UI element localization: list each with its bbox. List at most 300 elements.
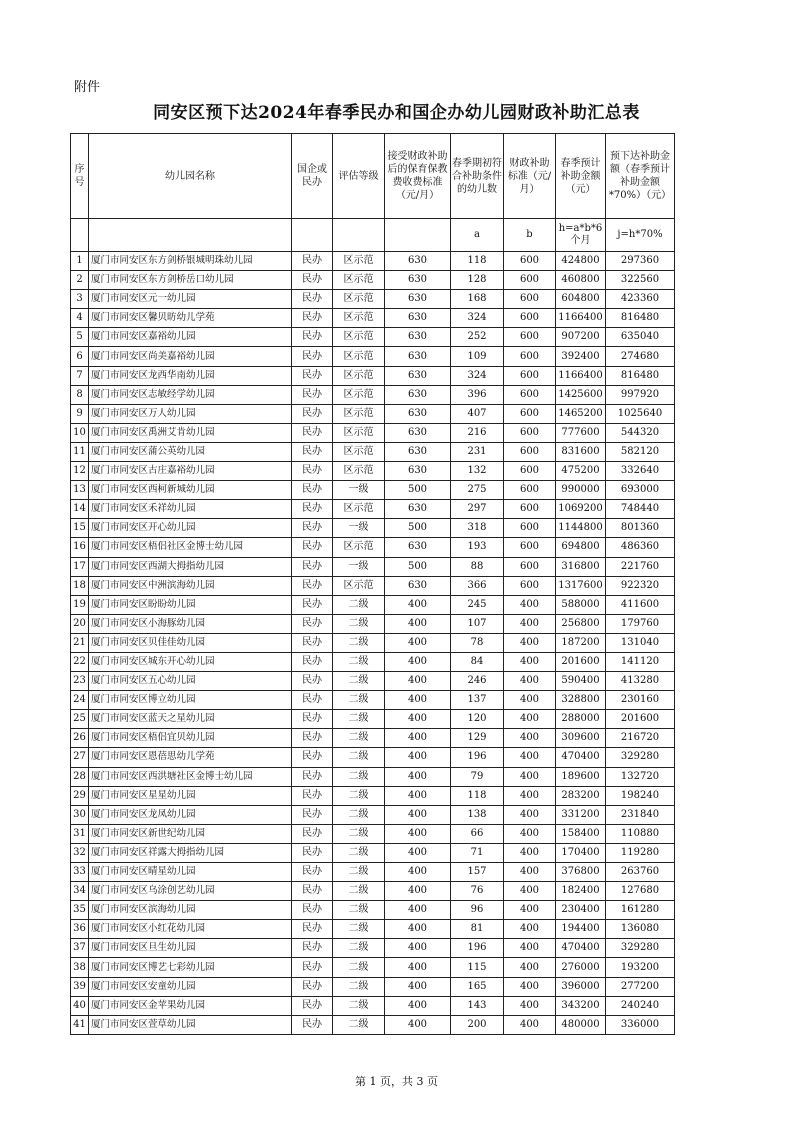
cell-name: 厦门市同安区开心幼儿园 <box>89 519 292 538</box>
cell-type: 民办 <box>292 843 333 862</box>
cell-grade: 区示范 <box>333 328 385 347</box>
col-header-grade: 评估等级 <box>333 134 385 219</box>
table-row <box>71 442 675 461</box>
cell-type: 民办 <box>292 748 333 767</box>
cell-estimate: 475200 <box>556 462 606 481</box>
cell-standard: 400 <box>504 672 556 691</box>
cell-fee: 400 <box>385 595 451 614</box>
cell-estimate: 831600 <box>556 442 606 461</box>
cell-estimate: 590400 <box>556 672 606 691</box>
formula-standard: b <box>504 219 556 252</box>
cell-name: 厦门市同安区尚美嘉裕幼儿园 <box>89 347 292 366</box>
cell-issued: 423360 <box>606 290 675 309</box>
col-header-name: 幼儿园名称 <box>89 134 292 219</box>
cell-count: 216 <box>451 423 504 442</box>
cell-name: 厦门市同安区西柯新城幼儿园 <box>89 481 292 500</box>
cell-issued: 329280 <box>606 748 675 767</box>
cell-issued: 1025640 <box>606 404 675 423</box>
cell-fee: 400 <box>385 1015 451 1034</box>
cell-fee: 400 <box>385 748 451 767</box>
cell-type: 民办 <box>292 519 333 538</box>
cell-type: 民办 <box>292 462 333 481</box>
cell-no: 24 <box>71 691 89 710</box>
cell-grade: 区示范 <box>333 462 385 481</box>
table-row <box>71 519 675 538</box>
cell-fee: 400 <box>385 805 451 824</box>
cell-standard: 400 <box>504 652 556 671</box>
cell-type: 民办 <box>292 633 333 652</box>
page-title: 同安区预下达2024年春季民办和国企办幼儿园财政补助汇总表 <box>153 103 640 123</box>
cell-type: 民办 <box>292 347 333 366</box>
cell-fee: 500 <box>385 557 451 576</box>
table-row <box>71 595 675 614</box>
table-row <box>71 385 675 404</box>
cell-grade: 区示范 <box>333 500 385 519</box>
cell-standard: 400 <box>504 939 556 958</box>
cell-fee: 400 <box>385 863 451 882</box>
cell-type: 民办 <box>292 824 333 843</box>
cell-fee: 400 <box>385 633 451 652</box>
table-row <box>71 557 675 576</box>
cell-fee: 400 <box>385 614 451 633</box>
cell-count: 396 <box>451 385 504 404</box>
cell-name: 厦门市同安区贝佳佳幼儿园 <box>89 633 292 652</box>
cell-no: 22 <box>71 652 89 671</box>
table-row <box>71 710 675 729</box>
cell-estimate: 182400 <box>556 882 606 901</box>
cell-standard: 600 <box>504 423 556 442</box>
cell-issued: 801360 <box>606 519 675 538</box>
cell-name: 厦门市同安区小红花幼儿园 <box>89 920 292 939</box>
cell-count: 132 <box>451 462 504 481</box>
cell-estimate: 201600 <box>556 652 606 671</box>
cell-issued: 693000 <box>606 481 675 500</box>
cell-name: 厦门市同安区安童幼儿园 <box>89 977 292 996</box>
cell-no: 29 <box>71 786 89 805</box>
cell-name: 厦门市同安区嘉裕幼儿园 <box>89 328 292 347</box>
cell-no: 33 <box>71 863 89 882</box>
cell-name: 厦门市同安区星星幼儿园 <box>89 786 292 805</box>
table-row <box>71 366 675 385</box>
cell-name: 厦门市同安区晴星幼儿园 <box>89 863 292 882</box>
cell-standard: 400 <box>504 882 556 901</box>
cell-estimate: 170400 <box>556 843 606 862</box>
cell-issued: 635040 <box>606 328 675 347</box>
cell-standard: 400 <box>504 920 556 939</box>
cell-grade: 一级 <box>333 557 385 576</box>
cell-estimate: 328800 <box>556 691 606 710</box>
cell-no: 26 <box>71 729 89 748</box>
cell-count: 157 <box>451 863 504 882</box>
formula-cell-empty <box>292 219 333 252</box>
cell-fee: 400 <box>385 882 451 901</box>
cell-standard: 600 <box>504 519 556 538</box>
cell-name: 厦门市同安区新世纪幼儿园 <box>89 824 292 843</box>
cell-no: 25 <box>71 710 89 729</box>
cell-fee: 400 <box>385 710 451 729</box>
cell-name: 厦门市同安区禹洲艾肯幼儿园 <box>89 423 292 442</box>
table-row <box>71 481 675 500</box>
cell-estimate: 331200 <box>556 805 606 824</box>
formula-issued: j=h*70% <box>606 219 675 252</box>
cell-type: 民办 <box>292 767 333 786</box>
cell-count: 165 <box>451 977 504 996</box>
cell-estimate: 392400 <box>556 347 606 366</box>
cell-type: 民办 <box>292 786 333 805</box>
cell-issued: 274680 <box>606 347 675 366</box>
cell-grade: 区示范 <box>333 347 385 366</box>
cell-name: 厦门市同安区禾祥幼儿园 <box>89 500 292 519</box>
cell-count: 138 <box>451 805 504 824</box>
table-row <box>71 958 675 977</box>
cell-type: 民办 <box>292 652 333 671</box>
cell-type: 民办 <box>292 252 333 271</box>
table-row <box>71 729 675 748</box>
cell-grade: 二级 <box>333 920 385 939</box>
cell-grade: 二级 <box>333 996 385 1015</box>
cell-issued: 221760 <box>606 557 675 576</box>
cell-issued: 816480 <box>606 309 675 328</box>
table-row <box>71 271 675 290</box>
cell-count: 407 <box>451 404 504 423</box>
cell-grade: 区示范 <box>333 538 385 557</box>
cell-fee: 630 <box>385 500 451 519</box>
cell-grade: 二级 <box>333 710 385 729</box>
cell-issued: 141120 <box>606 652 675 671</box>
cell-name: 厦门市同安区小海豚幼儿园 <box>89 614 292 633</box>
cell-type: 民办 <box>292 729 333 748</box>
cell-count: 66 <box>451 824 504 843</box>
cell-fee: 630 <box>385 347 451 366</box>
col-header-standard: 财政补助标准（元/月） <box>504 134 556 219</box>
cell-no: 28 <box>71 767 89 786</box>
cell-count: 324 <box>451 309 504 328</box>
cell-fee: 400 <box>385 843 451 862</box>
col-header-type: 国企或民办 <box>292 134 333 219</box>
cell-type: 民办 <box>292 500 333 519</box>
cell-standard: 400 <box>504 977 556 996</box>
cell-name: 厦门市同安区西洪塘社区金博士幼儿园 <box>89 767 292 786</box>
cell-no: 41 <box>71 1015 89 1034</box>
cell-fee: 400 <box>385 767 451 786</box>
page-footer: 第 1 页，共 3 页 <box>355 1075 438 1088</box>
table-body <box>71 252 675 1035</box>
cell-name: 厦门市同安区祥露大拇指幼儿园 <box>89 843 292 862</box>
cell-count: 107 <box>451 614 504 633</box>
cell-standard: 400 <box>504 843 556 862</box>
cell-fee: 630 <box>385 252 451 271</box>
cell-count: 196 <box>451 748 504 767</box>
cell-estimate: 230400 <box>556 901 606 920</box>
table-row <box>71 805 675 824</box>
cell-fee: 630 <box>385 271 451 290</box>
cell-grade: 区示范 <box>333 290 385 309</box>
formula-cell-empty <box>89 219 292 252</box>
cell-grade: 二级 <box>333 901 385 920</box>
cell-count: 71 <box>451 843 504 862</box>
cell-count: 246 <box>451 672 504 691</box>
cell-count: 245 <box>451 595 504 614</box>
cell-standard: 600 <box>504 557 556 576</box>
table-row <box>71 633 675 652</box>
cell-no: 8 <box>71 385 89 404</box>
table-row <box>71 290 675 309</box>
cell-grade: 区示范 <box>333 385 385 404</box>
cell-no: 18 <box>71 576 89 595</box>
cell-standard: 600 <box>504 290 556 309</box>
cell-no: 23 <box>71 672 89 691</box>
table-row <box>71 500 675 519</box>
cell-no: 10 <box>71 423 89 442</box>
table-row <box>71 882 675 901</box>
cell-name: 厦门市同安区蓝天之星幼儿园 <box>89 710 292 729</box>
cell-estimate: 1317600 <box>556 576 606 595</box>
cell-estimate: 396000 <box>556 977 606 996</box>
cell-standard: 600 <box>504 347 556 366</box>
cell-standard: 400 <box>504 805 556 824</box>
cell-standard: 400 <box>504 863 556 882</box>
table-row <box>71 462 675 481</box>
cell-estimate: 288000 <box>556 710 606 729</box>
cell-issued: 216720 <box>606 729 675 748</box>
cell-fee: 630 <box>385 404 451 423</box>
cell-type: 民办 <box>292 939 333 958</box>
table-row <box>71 347 675 366</box>
cell-issued: 816480 <box>606 366 675 385</box>
cell-type: 民办 <box>292 385 333 404</box>
cell-fee: 630 <box>385 309 451 328</box>
cell-standard: 400 <box>504 901 556 920</box>
cell-issued: 201600 <box>606 710 675 729</box>
cell-grade: 区示范 <box>333 423 385 442</box>
cell-type: 民办 <box>292 901 333 920</box>
cell-name: 厦门市同安区博立幼儿园 <box>89 691 292 710</box>
cell-grade: 二级 <box>333 691 385 710</box>
cell-estimate: 1465200 <box>556 404 606 423</box>
cell-grade: 二级 <box>333 882 385 901</box>
cell-no: 15 <box>71 519 89 538</box>
cell-name: 厦门市同安区五心幼儿园 <box>89 672 292 691</box>
table-row <box>71 939 675 958</box>
cell-standard: 600 <box>504 328 556 347</box>
cell-type: 民办 <box>292 691 333 710</box>
cell-count: 96 <box>451 901 504 920</box>
cell-no: 30 <box>71 805 89 824</box>
cell-type: 民办 <box>292 481 333 500</box>
table-row <box>71 423 675 442</box>
formula-estimate: h=a*b*6个月 <box>556 219 606 252</box>
cell-type: 民办 <box>292 404 333 423</box>
cell-count: 78 <box>451 633 504 652</box>
cell-name: 厦门市同安区金苹果幼儿园 <box>89 996 292 1015</box>
cell-type: 民办 <box>292 309 333 328</box>
cell-fee: 400 <box>385 996 451 1015</box>
cell-type: 民办 <box>292 271 333 290</box>
cell-count: 231 <box>451 442 504 461</box>
cell-issued: 329280 <box>606 939 675 958</box>
cell-no: 34 <box>71 882 89 901</box>
cell-estimate: 283200 <box>556 786 606 805</box>
header-row <box>71 134 675 219</box>
cell-fee: 400 <box>385 691 451 710</box>
col-header-no: 序号 <box>71 134 89 219</box>
cell-no: 19 <box>71 595 89 614</box>
cell-fee: 400 <box>385 920 451 939</box>
cell-count: 193 <box>451 538 504 557</box>
cell-standard: 400 <box>504 710 556 729</box>
cell-type: 民办 <box>292 614 333 633</box>
cell-name: 厦门市同安区萱草幼儿园 <box>89 1015 292 1034</box>
cell-fee: 400 <box>385 786 451 805</box>
cell-estimate: 694800 <box>556 538 606 557</box>
cell-grade: 区示范 <box>333 576 385 595</box>
cell-estimate: 1166400 <box>556 309 606 328</box>
cell-count: 196 <box>451 939 504 958</box>
cell-standard: 600 <box>504 252 556 271</box>
cell-no: 35 <box>71 901 89 920</box>
cell-issued: 119280 <box>606 843 675 862</box>
col-header-estimate: 春季预计补助金额（元） <box>556 134 606 219</box>
cell-no: 13 <box>71 481 89 500</box>
cell-name: 厦门市同安区龙西华南幼儿园 <box>89 366 292 385</box>
cell-name: 厦门市同安区城东开心幼儿园 <box>89 652 292 671</box>
cell-name: 厦门市同安区乌涂创艺幼儿园 <box>89 882 292 901</box>
cell-no: 36 <box>71 920 89 939</box>
cell-name: 厦门市同安区旦生幼儿园 <box>89 939 292 958</box>
cell-standard: 400 <box>504 786 556 805</box>
cell-estimate: 460800 <box>556 271 606 290</box>
cell-estimate: 777600 <box>556 423 606 442</box>
cell-standard: 400 <box>504 958 556 977</box>
table-row <box>71 863 675 882</box>
cell-count: 324 <box>451 366 504 385</box>
cell-count: 200 <box>451 1015 504 1034</box>
cell-fee: 400 <box>385 977 451 996</box>
cell-name: 厦门市同安区志敏经学幼儿园 <box>89 385 292 404</box>
cell-estimate: 588000 <box>556 595 606 614</box>
cell-standard: 600 <box>504 462 556 481</box>
cell-type: 民办 <box>292 290 333 309</box>
table-row <box>71 748 675 767</box>
cell-standard: 600 <box>504 481 556 500</box>
cell-standard: 600 <box>504 309 556 328</box>
cell-no: 6 <box>71 347 89 366</box>
cell-no: 39 <box>71 977 89 996</box>
table-row <box>71 614 675 633</box>
cell-estimate: 316800 <box>556 557 606 576</box>
cell-issued: 136080 <box>606 920 675 939</box>
table-row <box>71 920 675 939</box>
col-header-fee: 接受财政补助后的保育保教费收费标准（元/月） <box>385 134 451 219</box>
cell-grade: 二级 <box>333 786 385 805</box>
cell-type: 民办 <box>292 595 333 614</box>
cell-name: 厦门市同安区古庄嘉裕幼儿园 <box>89 462 292 481</box>
cell-count: 143 <box>451 996 504 1015</box>
cell-no: 20 <box>71 614 89 633</box>
cell-type: 民办 <box>292 672 333 691</box>
cell-standard: 600 <box>504 271 556 290</box>
cell-no: 14 <box>71 500 89 519</box>
cell-no: 7 <box>71 366 89 385</box>
cell-standard: 600 <box>504 404 556 423</box>
table-row <box>71 996 675 1015</box>
cell-fee: 630 <box>385 385 451 404</box>
cell-no: 12 <box>71 462 89 481</box>
table-row <box>71 576 675 595</box>
cell-grade: 二级 <box>333 672 385 691</box>
cell-count: 88 <box>451 557 504 576</box>
cell-issued: 110880 <box>606 824 675 843</box>
cell-name: 厦门市同安区万人幼儿园 <box>89 404 292 423</box>
cell-name: 厦门市同安区龙凤幼儿园 <box>89 805 292 824</box>
cell-grade: 区示范 <box>333 271 385 290</box>
cell-no: 31 <box>71 824 89 843</box>
cell-type: 民办 <box>292 920 333 939</box>
cell-no: 37 <box>71 939 89 958</box>
cell-count: 115 <box>451 958 504 977</box>
cell-grade: 区示范 <box>333 366 385 385</box>
cell-name: 厦门市同安区梧侣社区金博士幼儿园 <box>89 538 292 557</box>
cell-fee: 630 <box>385 442 451 461</box>
cell-no: 40 <box>71 996 89 1015</box>
cell-issued: 997920 <box>606 385 675 404</box>
cell-issued: 240240 <box>606 996 675 1015</box>
cell-type: 民办 <box>292 996 333 1015</box>
cell-fee: 630 <box>385 462 451 481</box>
cell-count: 109 <box>451 347 504 366</box>
cell-no: 3 <box>71 290 89 309</box>
table-row <box>71 1015 675 1034</box>
cell-type: 民办 <box>292 328 333 347</box>
cell-estimate: 256800 <box>556 614 606 633</box>
cell-count: 168 <box>451 290 504 309</box>
cell-fee: 500 <box>385 519 451 538</box>
cell-grade: 二级 <box>333 633 385 652</box>
cell-fee: 630 <box>385 423 451 442</box>
table-row <box>71 404 675 423</box>
table-row <box>71 691 675 710</box>
table-row <box>71 328 675 347</box>
cell-name: 厦门市同安区恩蓓思幼儿学苑 <box>89 748 292 767</box>
cell-no: 21 <box>71 633 89 652</box>
cell-standard: 600 <box>504 500 556 519</box>
cell-grade: 二级 <box>333 1015 385 1034</box>
cell-issued: 193200 <box>606 958 675 977</box>
table-row <box>71 652 675 671</box>
cell-estimate: 1069200 <box>556 500 606 519</box>
cell-type: 民办 <box>292 863 333 882</box>
cell-issued: 231840 <box>606 805 675 824</box>
cell-estimate: 276000 <box>556 958 606 977</box>
cell-no: 2 <box>71 271 89 290</box>
cell-estimate: 1425600 <box>556 385 606 404</box>
cell-name: 厦门市同安区滨海幼儿园 <box>89 901 292 920</box>
cell-standard: 600 <box>504 366 556 385</box>
cell-standard: 400 <box>504 767 556 786</box>
cell-grade: 二级 <box>333 652 385 671</box>
cell-standard: 600 <box>504 538 556 557</box>
cell-fee: 630 <box>385 538 451 557</box>
cell-standard: 600 <box>504 576 556 595</box>
cell-grade: 二级 <box>333 805 385 824</box>
cell-grade: 二级 <box>333 767 385 786</box>
cell-issued: 322560 <box>606 271 675 290</box>
cell-grade: 二级 <box>333 824 385 843</box>
cell-name: 厦门市同安区馨贝昉幼儿学苑 <box>89 309 292 328</box>
cell-issued: 411600 <box>606 595 675 614</box>
cell-standard: 400 <box>504 729 556 748</box>
cell-no: 38 <box>71 958 89 977</box>
